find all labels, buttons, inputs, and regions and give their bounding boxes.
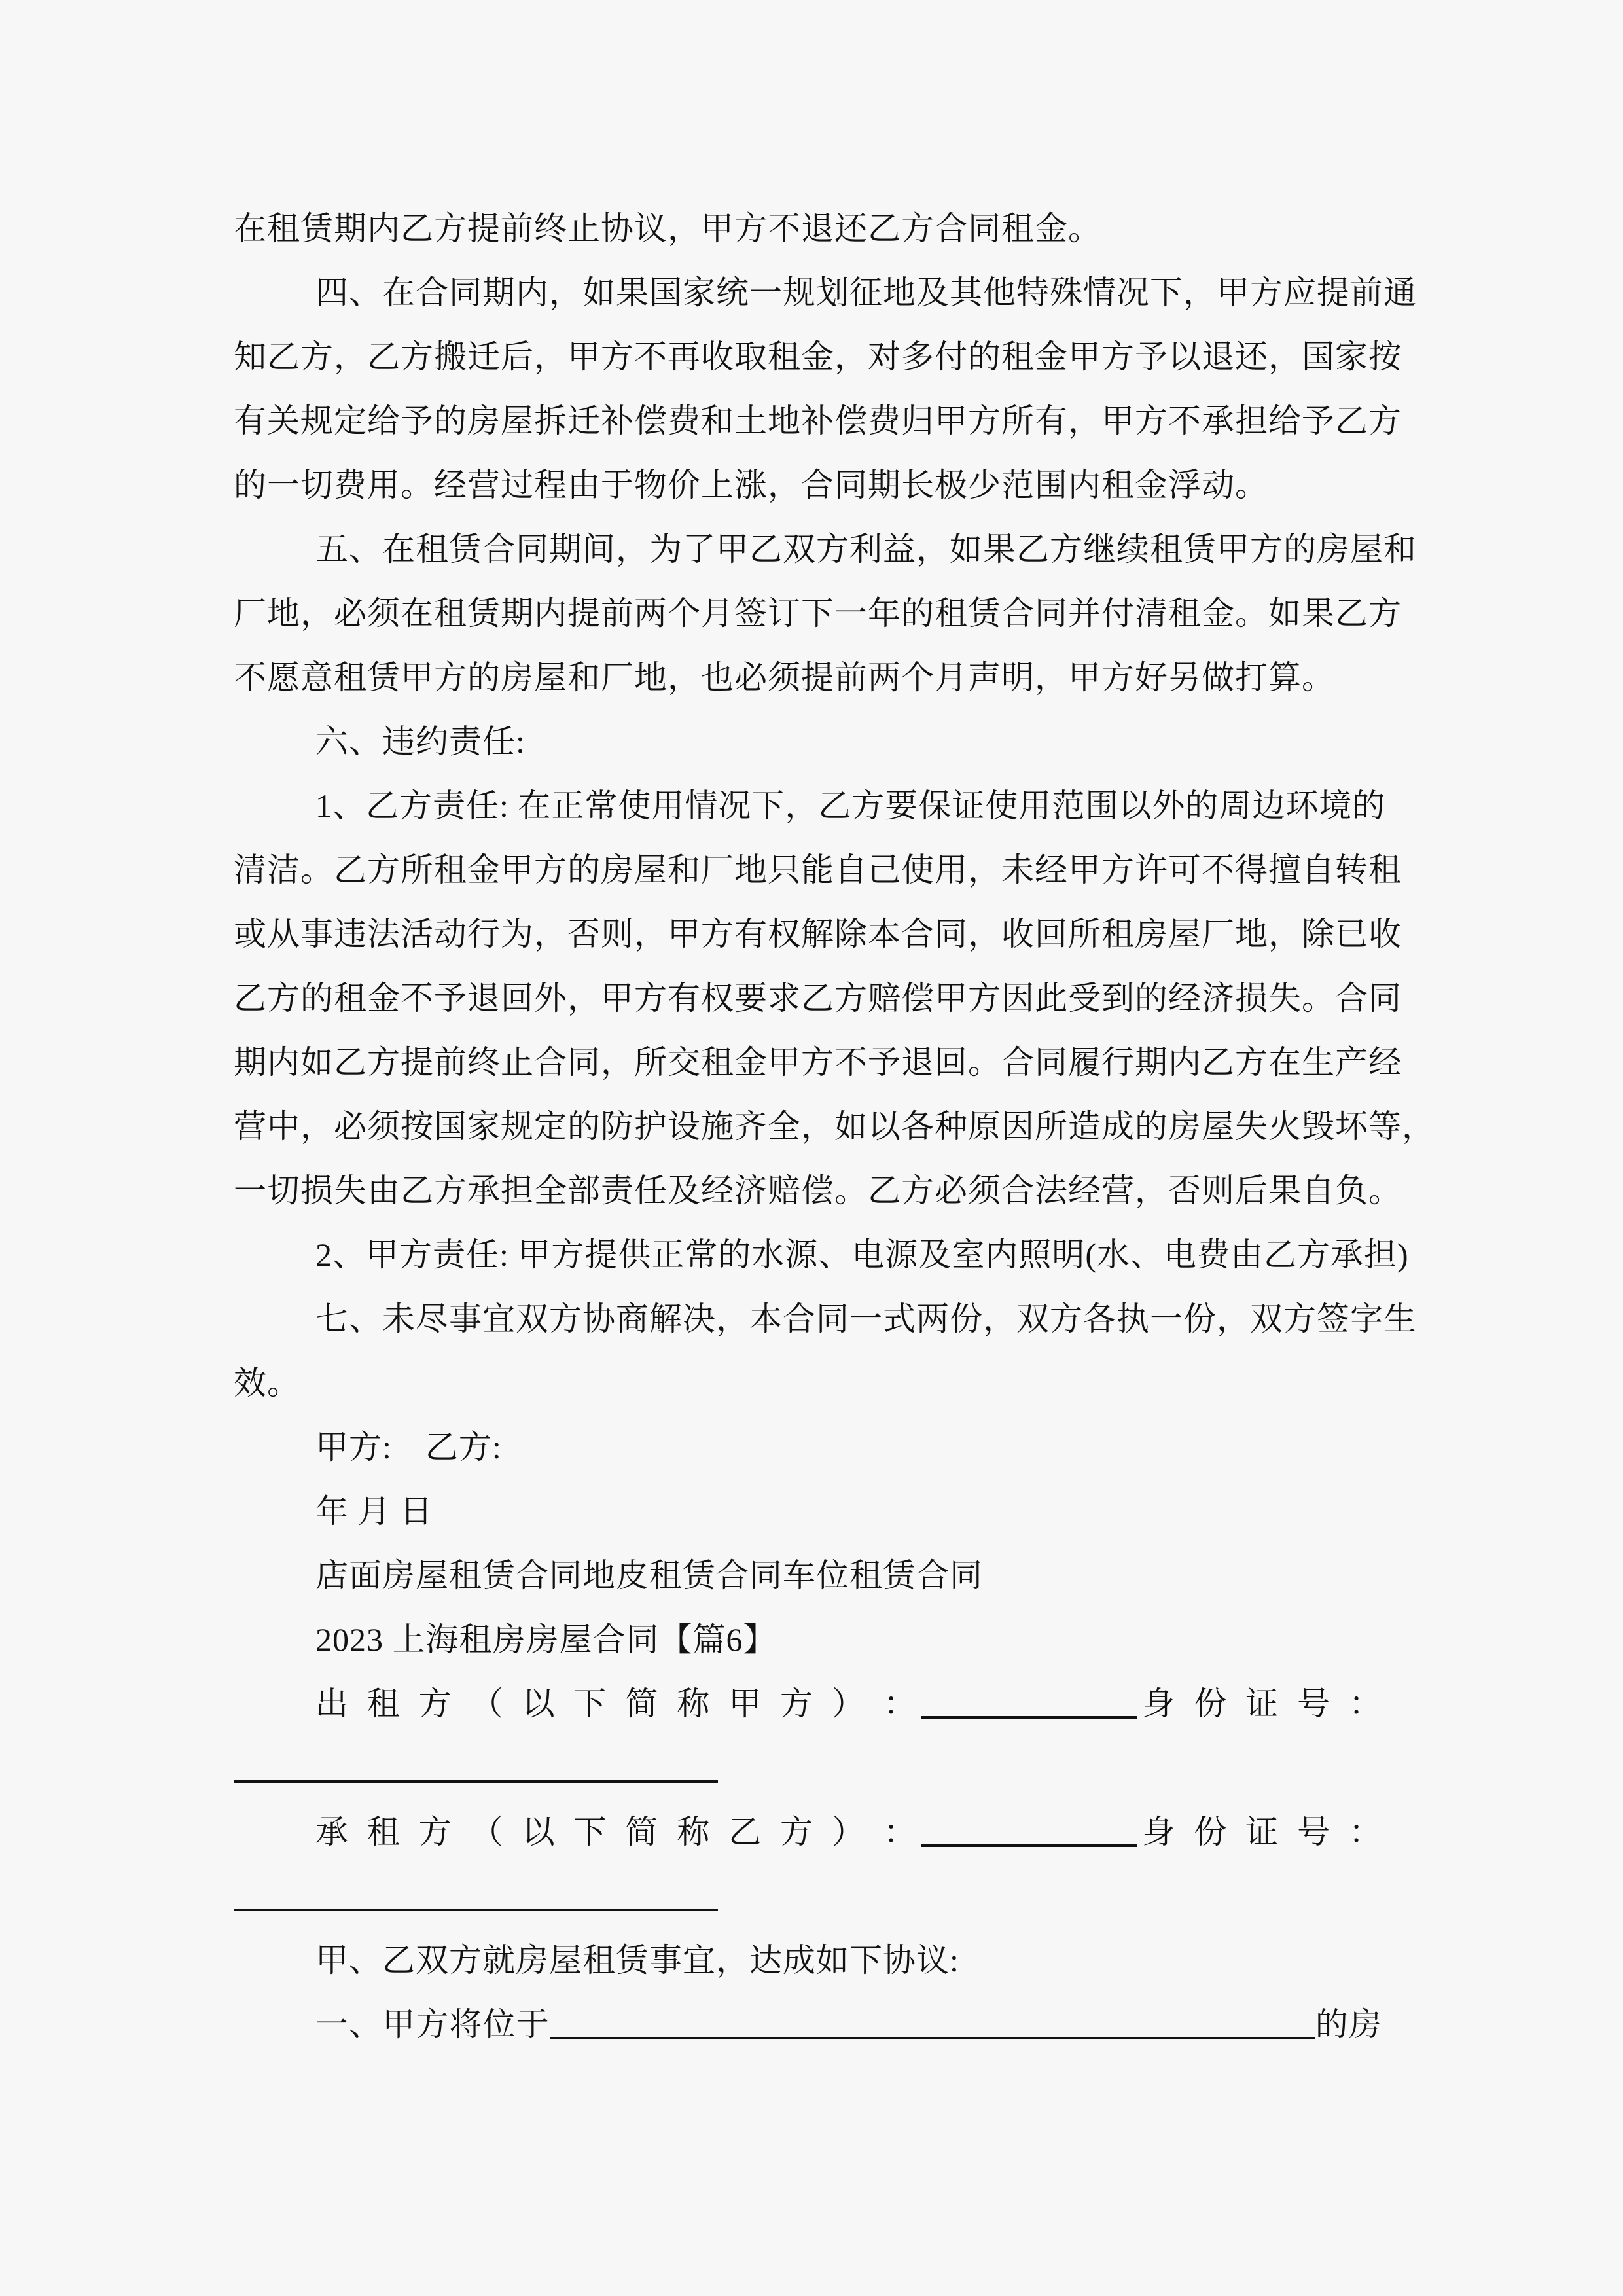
blank-underline [921,1844,1137,1847]
clause-7-start [234,1287,1417,1351]
text-run: 年 月 日 [315,1493,433,1530]
lessor-id-blank-line [234,1736,1382,1800]
text-run: 甲方: 乙方: [315,1429,502,1465]
blank-underline [550,2037,1315,2039]
text-run: 厂地，必须在租赁期内提前两个月签订下一年的租赁合同并付清租金。如果乙方 [234,595,1402,632]
clause-4-line-3 [234,389,1402,453]
text-run: 一、甲方将位于 [315,2006,550,2043]
document-body [234,196,1435,2056]
text-run: 清洁。乙方所租金甲方的房屋和厂地只能自己使用，未经甲方许可不得擅自转租 [234,852,1402,888]
section-title-part-6 [234,1607,1382,1672]
text-run: 不愿意租赁甲方的房屋和厂地，也必须提前两个月声明，甲方好另做打算。 [234,659,1335,696]
clause-6-item-1-line-3 [234,902,1402,966]
clause-6-item-1-line-4 [234,966,1402,1030]
clause-6-heading [234,709,1382,774]
lessee-id-blank-line [234,1864,1382,1928]
text-run: 的房 [1315,2006,1383,2043]
text-run: 2023 上海租房房屋合同【篇6】 [315,1621,777,1658]
text-run: 七、未尽事宜双方协商解决，本合同一式两份，双方各执一份，双方签字生 [315,1300,1417,1337]
related-contracts-line [234,1543,1382,1607]
text-run: 店面房屋租赁合同地皮租赁合同车位租赁合同 [315,1557,983,1594]
clause-6-item-1-line-7 [234,1158,1402,1223]
clause-4-line-2 [234,325,1402,389]
text-run: 1、乙方责任: 在正常使用情况下，乙方要保证使用范围以外的周边环境的 [315,787,1386,824]
blank-underline [921,1716,1137,1719]
lessee-line [234,1800,1382,1864]
text-run: 的一切费用。经营过程由于物价上涨，合同期长极少范围内租金浮动。 [234,467,1268,503]
signature-parties-line [234,1415,1382,1479]
text-run: 效。 [234,1365,300,1401]
text-run: 身 份 证 号 ： [1137,1685,1382,1722]
text-run: 有关规定给予的房屋拆迁补偿费和土地补偿费归甲方所有，甲方不承担给予乙方 [234,403,1402,439]
text-run: 期内如乙方提前终止合同，所交租金甲方不予退回。合同履行期内乙方在生产经 [234,1044,1402,1081]
clause-3-continuation [234,196,1382,260]
clause-6-item-1-line-5 [234,1030,1402,1094]
clause-6-item-2 [234,1223,1409,1287]
text-run: 五、在租赁合同期间，为了甲乙双方利益，如果乙方继续租赁甲方的房屋和 [315,531,1417,567]
text-run: 一切损失由乙方承担全部责任及经济赔偿。乙方必须合法经营，否则后果自负。 [234,1172,1402,1209]
text-run: 身 份 证 号 ： [1137,1814,1382,1850]
lessor-line [234,1672,1382,1736]
text-run: 六、违约责任: [315,723,526,760]
clause-6-item-1-start [234,774,1386,838]
clause-4-line-4 [234,453,1382,517]
text-run: 承 租 方 （ 以 下 简 称 乙 方 ） ： [315,1814,922,1850]
clause-1-location-line [234,1992,1382,2056]
signature-date-line [234,1479,1382,1543]
clause-6-item-1-line-6 [234,1094,1435,1158]
clause-6-item-1-line-2 [234,838,1402,902]
text-run: 或从事违法活动行为，否则，甲方有权解除本合同，收回所租房屋厂地，除已收 [234,916,1402,952]
text-run: 营中，必须按国家规定的防护设施齐全，如以各种原因所造成的房屋失火毁坏等， [234,1108,1435,1145]
clause-5-line-2 [234,581,1402,645]
text-run: 乙方的租金不予退回外，甲方有权要求乙方赔偿甲方因此受到的经济损失。合同 [234,980,1402,1016]
blank-underline [234,1909,718,1911]
text-run: 知乙方，乙方搬迁后，甲方不再收取租金，对多付的租金甲方予以退还，国家按 [234,338,1402,375]
agreement-intro-line [234,1928,1382,1992]
text-run: 四、在合同期内，如果国家统一规划征地及其他特殊情况下，甲方应提前通 [315,274,1417,311]
clause-4-start [234,260,1417,325]
text-run: 出 租 方 （ 以 下 简 称 甲 方 ） ： [315,1685,922,1722]
text-run: 甲、乙双方就房屋租赁事宜，达成如下协议: [315,1942,959,1979]
text-run: 2、甲方责任: 甲方提供正常的水源、电源及室内照明(水、电费由乙方承担) [315,1236,1409,1273]
clause-7-line-2 [234,1351,1382,1415]
blank-underline [234,1780,718,1783]
clause-5-start [234,517,1417,581]
clause-5-line-3 [234,645,1382,709]
text-run: 在租赁期内乙方提前终止协议，甲方不退还乙方合同租金。 [234,210,1101,247]
